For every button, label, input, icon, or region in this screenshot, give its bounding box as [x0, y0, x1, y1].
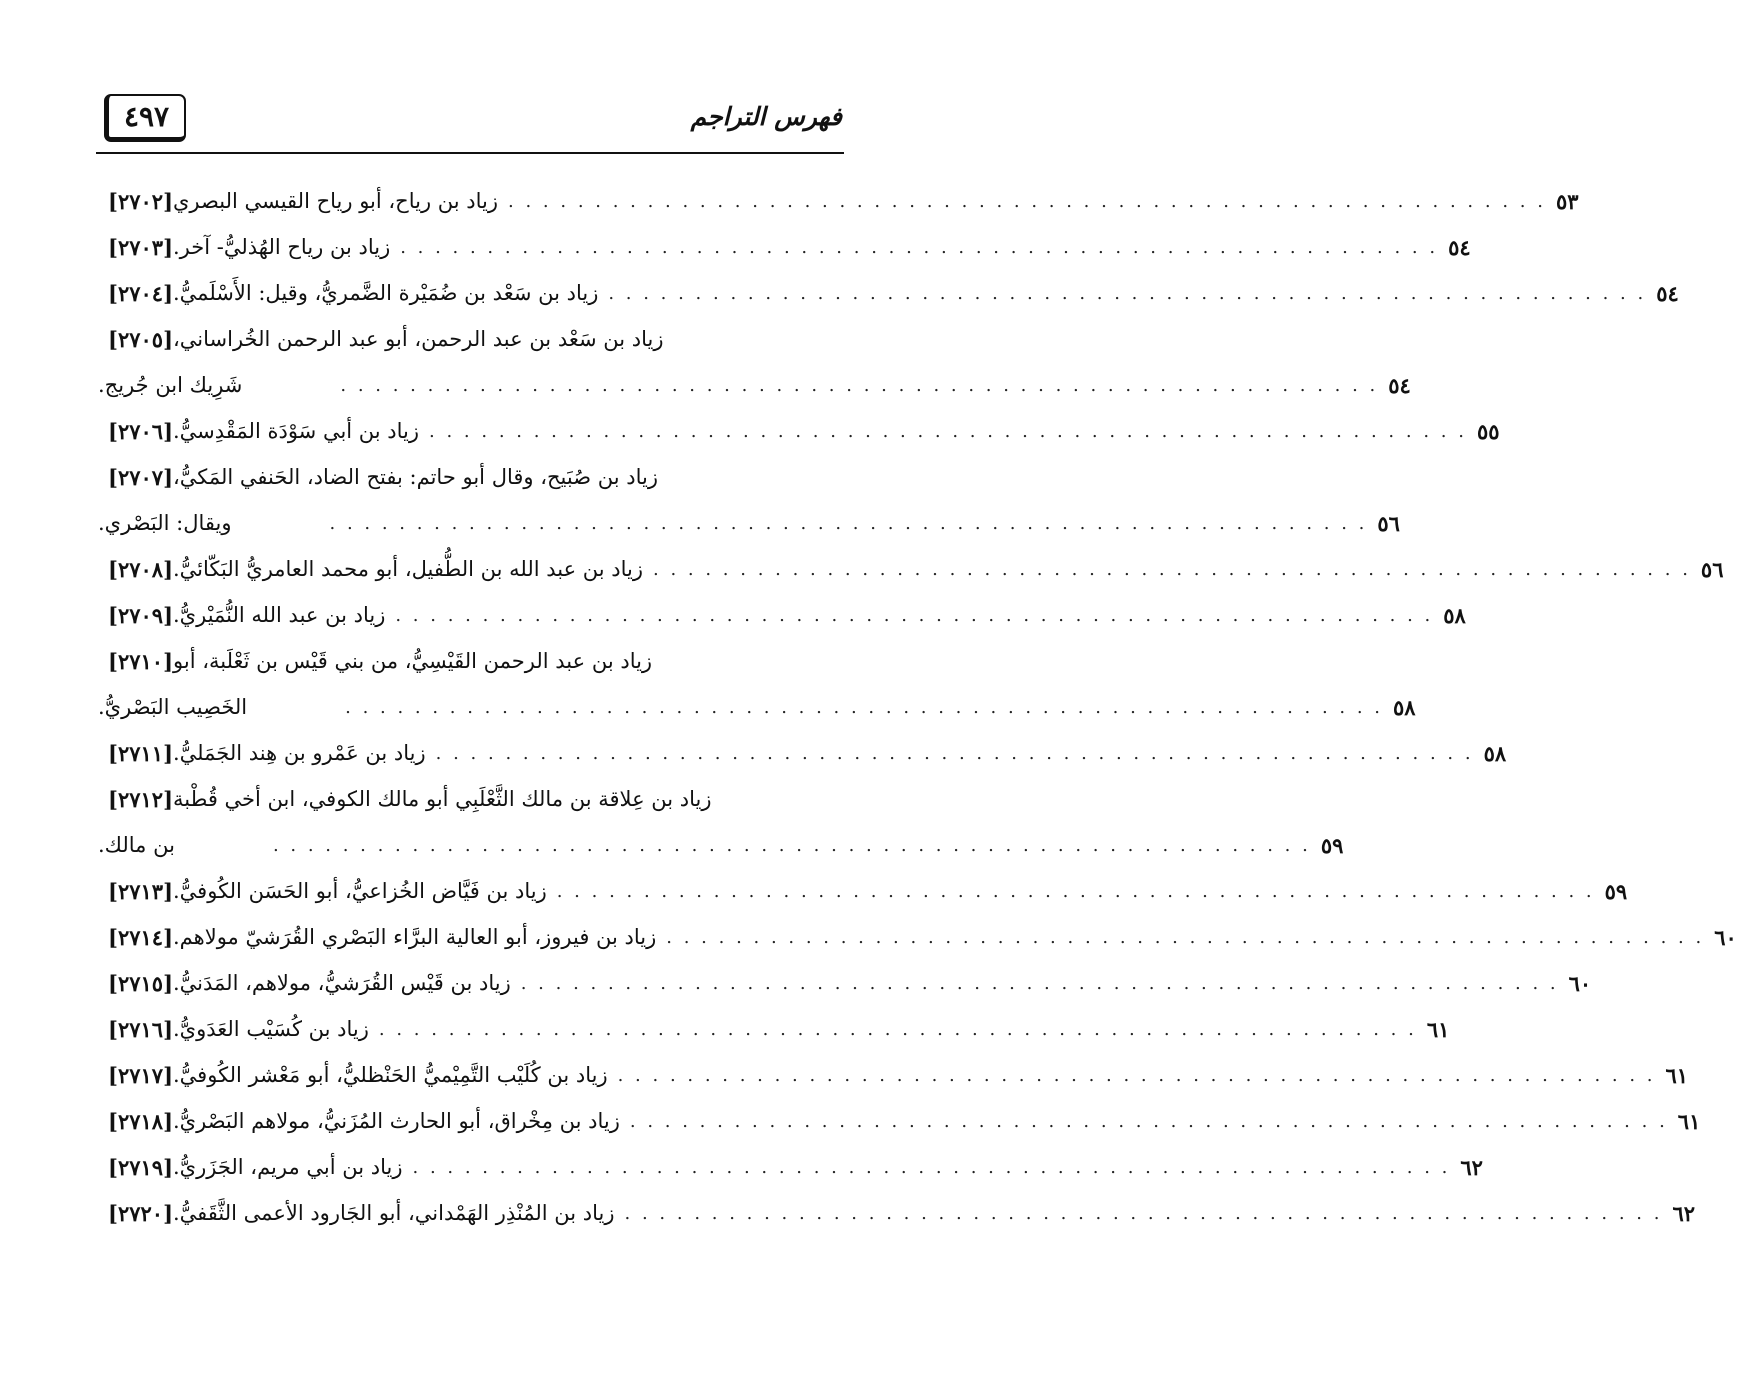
- entry-page: ٦١: [1426, 1016, 1450, 1042]
- entry-page: ٥٩: [1320, 832, 1344, 858]
- entry-page: ٥٥: [1476, 418, 1500, 444]
- entry-page: ٦٠: [1568, 970, 1592, 996]
- page-number: ٤٩٧: [123, 100, 170, 133]
- entry-text: زياد بن صُبَيح، وقال أبو حاتم: بفتح الضاد، الحَنفي المَكيُّ،: [173, 465, 658, 489]
- entry-number: [٢٧١٠]: [108, 648, 173, 674]
- leader-dots: . . . . . . . . . . . . . . . . . . . . . . . . . . . . . . . . . . . . . . . . . . . . . . . . . . . . . . . . . . . .: [556, 880, 1595, 902]
- leader-dots: . . . . . . . . . . . . . . . . . . . . . . . . . . . . . . . . . . . . . . . . . . . . . . . . . . . . . . . . . . . .: [329, 512, 1368, 534]
- entry-text: الخَصِيب البَصْريُّ.: [98, 695, 248, 719]
- leader-dots: . . . . . . . . . . . . . . . . . . . . . . . . . . . . . . . . . . . . . . . . . . . . . . . . . . . . . . . . . . . .: [395, 604, 1434, 626]
- entry-number: [٢٧١٦]: [108, 1016, 173, 1042]
- entry-number: [٢٧٠٤]: [108, 280, 173, 306]
- entry-text: بن مالك.: [98, 833, 175, 857]
- entry-text: زياد بن قَيْس القُرَشيُّ، مولاهم، المَدَنيُّ.: [173, 971, 511, 995]
- leader-dots: . . . . . . . . . . . . . . . . . . . . . . . . . . . . . . . . . . . . . . . . . . . . . . . . . . . . . . . . . . . .: [520, 972, 1559, 994]
- entry-page: ٥٦: [1700, 556, 1724, 582]
- entry-text: زياد بن المُنْذِر الهَمْداني، أبو الجَارود الأعمى الثَّقَفيُّ.: [173, 1201, 615, 1225]
- entry-line: [98, 822, 1344, 868]
- entry-page: ٥٨: [1483, 740, 1507, 766]
- entry-line: [98, 270, 1679, 316]
- entry-number: [٢٧١٧]: [108, 1062, 173, 1088]
- entry-page: ٥٤: [1448, 234, 1471, 260]
- leader-dots: . . . . . . . . . . . . . . . . . . . . . . . . . . . . . . . . . . . . . . . . . . . . . . . . . . . . . . . . . . . .: [624, 1202, 1663, 1224]
- entry-text: زياد بن أبي مريم، الجَزَريُّ.: [173, 1155, 403, 1179]
- entry-line: [98, 1052, 1689, 1098]
- entry-number: [٢٧٢٠]: [108, 1200, 173, 1226]
- leader-dots: . . . . . . . . . . . . . . . . . . . . . . . . . . . . . . . . . . . . . . . . . . . . . . . . . . . . . . . . . . . .: [345, 696, 1384, 718]
- entry-page: ٥٦: [1377, 510, 1400, 536]
- entry-line: [98, 776, 844, 822]
- entry-text: زياد بن كُلَيْب التَّمِيْميُّ الحَنْظليُّ، أبو مَعْشر الكُوفيُّ.: [173, 1063, 608, 1087]
- entry-line: [98, 362, 1411, 408]
- entry-number: [٢٧١٢]: [108, 786, 173, 812]
- entry-page: ٦٠: [1714, 924, 1737, 950]
- entry-page: ٥٨: [1393, 694, 1416, 720]
- entry-line: [98, 546, 1724, 592]
- entry-text: زياد بن كُسَيْب العَدَويُّ.: [173, 1017, 369, 1041]
- entry-line: [98, 1190, 1695, 1236]
- entry-number: [٢٧١١]: [108, 740, 173, 766]
- header-rule: [96, 152, 844, 154]
- entry-text: زياد بن رياح الهُذليُّ- آخر.: [173, 235, 391, 259]
- entry-page: ٥٣: [1555, 188, 1579, 214]
- entry-line: [98, 638, 844, 684]
- entry-text: زياد بن عَمْرو بن هِند الجَمَليُّ.: [173, 741, 426, 765]
- entry-line: [98, 454, 844, 500]
- entry-line: [98, 684, 1416, 730]
- entry-line: [98, 1144, 1483, 1190]
- running-title: فهرس التراجم: [690, 102, 842, 131]
- entry-number: [٢٧٠٥]: [108, 326, 173, 352]
- entry-number: [٢٧٠٨]: [108, 556, 173, 582]
- leader-dots: . . . . . . . . . . . . . . . . . . . . . . . . . . . . . . . . . . . . . . . . . . . . . . . . . . . . . . . . . . . .: [272, 834, 1311, 856]
- entry-line: [98, 1098, 1701, 1144]
- page-number-box: [104, 94, 186, 142]
- leader-dots: . . . . . . . . . . . . . . . . . . . . . . . . . . . . . . . . . . . . . . . . . . . . . . . . . . . . . . . . . . . .: [617, 1064, 1656, 1086]
- entry-text: زياد بن فَيَّاض الخُزاعيُّ، أبو الحَسَن الكُوفيُّ.: [173, 879, 547, 903]
- leader-dots: . . . . . . . . . . . . . . . . . . . . . . . . . . . . . . . . . . . . . . . . . . . . . . . . . . . . . . . . . . . .: [653, 558, 1691, 580]
- entry-text: زياد بن رياح، أبو رياح القيسي البصري: [173, 189, 499, 213]
- entries-list: [98, 178, 1737, 1236]
- entry-text: زياد بن عبد الله النُّمَيْريُّ.: [173, 603, 386, 627]
- leader-dots: . . . . . . . . . . . . . . . . . . . . . . . . . . . . . . . . . . . . . . . . . . . . . . . . . . . . . . . . . . . .: [608, 282, 1647, 304]
- entry-text: زياد بن أبي سَوْدَة المَقْدِسيُّ.: [173, 419, 420, 443]
- entry-number: [٢٧٠٧]: [108, 464, 173, 490]
- entry-page: ٥٤: [1656, 280, 1679, 306]
- entry-page: ٥٨: [1443, 602, 1466, 628]
- entry-text: زياد بن سَعْد بن ضُمَيْرة الضَّمريُّ، وقيل: الأَسْلَميُّ.: [173, 281, 599, 305]
- leader-dots: . . . . . . . . . . . . . . . . . . . . . . . . . . . . . . . . . . . . . . . . . . . . . . . . . . . . . . . . . . . .: [378, 1018, 1417, 1040]
- entry-number: [٢٧١٥]: [108, 970, 173, 996]
- leader-dots: . . . . . . . . . . . . . . . . . . . . . . . . . . . . . . . . . . . . . . . . . . . . . . . . . . . . . . . . . . . .: [435, 742, 1474, 764]
- entry-number: [٢٧١٩]: [108, 1154, 173, 1180]
- leader-dots: . . . . . . . . . . . . . . . . . . . . . . . . . . . . . . . . . . . . . . . . . . . . . . . . . . . . . . . . . . . .: [400, 236, 1439, 258]
- entry-text: زياد بن عبد الله بن الطُّفيل، أبو محمد العامريُّ البَكّائيُّ.: [173, 557, 644, 581]
- entry-line: [98, 730, 1507, 776]
- entry-line: [98, 316, 844, 362]
- entry-number: [٢٧٠٢]: [108, 188, 173, 214]
- entry-line: [98, 178, 1579, 224]
- leader-dots: . . . . . . . . . . . . . . . . . . . . . . . . . . . . . . . . . . . . . . . . . . . . . . . . . . . . . . . . . . . .: [340, 374, 1379, 396]
- entry-page: ٦٢: [1460, 1154, 1483, 1180]
- entry-text: شَرِيك ابن جُريج.: [98, 373, 243, 397]
- entry-page: ٥٤: [1388, 372, 1411, 398]
- entry-page: ٦١: [1677, 1108, 1701, 1134]
- entry-number: [٢٧٠٦]: [108, 418, 173, 444]
- leader-dots: . . . . . . . . . . . . . . . . . . . . . . . . . . . . . . . . . . . . . . . . . . . . . . . . . . . . . . . . . . . .: [629, 1110, 1668, 1132]
- page-header: [96, 92, 844, 154]
- entry-line: [98, 224, 1471, 270]
- entry-number: [٢٧١٣]: [108, 878, 173, 904]
- entry-text: زياد بن عبد الرحمن القَيْسِيُّ، من بني قَيْس بن ثَعْلَبة، أبو: [173, 649, 653, 673]
- entry-text: زياد بن فيروز، أبو العالية البرَّاء البَصْري القُرَشيّ مولاهم.: [173, 925, 657, 949]
- entry-number: [٢٧٠٩]: [108, 602, 173, 628]
- entry-number: [٢٧٠٣]: [108, 234, 173, 260]
- entry-line: [98, 500, 1400, 546]
- entry-number: [٢٧١٨]: [108, 1108, 173, 1134]
- leader-dots: . . . . . . . . . . . . . . . . . . . . . . . . . . . . . . . . . . . . . . . . . . . . . . . . . . . . . . . . . . . .: [429, 420, 1467, 442]
- leader-dots: . . . . . . . . . . . . . . . . . . . . . . . . . . . . . . . . . . . . . . . . . . . . . . . . . . . . . . . . . . . .: [508, 190, 1546, 212]
- entry-text: زياد بن عِلاقة بن مالك الثَّعْلَبِي أبو مالك الكوفي، ابن أخي قُطْبة: [173, 787, 712, 811]
- entry-text: ويقال: البَصْري.: [98, 511, 232, 535]
- entry-line: [98, 868, 1628, 914]
- entry-page: ٥٩: [1604, 878, 1628, 904]
- entry-text: زياد بن سَعْد بن عبد الرحمن، أبو عبد الرحمن الخُراساني،: [173, 327, 664, 351]
- leader-dots: . . . . . . . . . . . . . . . . . . . . . . . . . . . . . . . . . . . . . . . . . . . . . . . . . . . . . . . . . . . .: [412, 1156, 1451, 1178]
- entry-number: [٢٧١٤]: [108, 924, 173, 950]
- entry-line: [98, 914, 1737, 960]
- entry-text: زياد بن مِخْراق، أبو الحارث المُزَنيُّ، مولاهم البَصْريُّ.: [173, 1109, 620, 1133]
- entry-line: [98, 408, 1500, 454]
- entry-page: ٦٢: [1672, 1200, 1695, 1226]
- entry-page: ٦١: [1665, 1062, 1689, 1088]
- entry-line: [98, 592, 1466, 638]
- entry-line: [98, 960, 1592, 1006]
- entry-line: [98, 1006, 1450, 1052]
- leader-dots: . . . . . . . . . . . . . . . . . . . . . . . . . . . . . . . . . . . . . . . . . . . . . . . . . . . . . . . . . . . .: [666, 926, 1705, 948]
